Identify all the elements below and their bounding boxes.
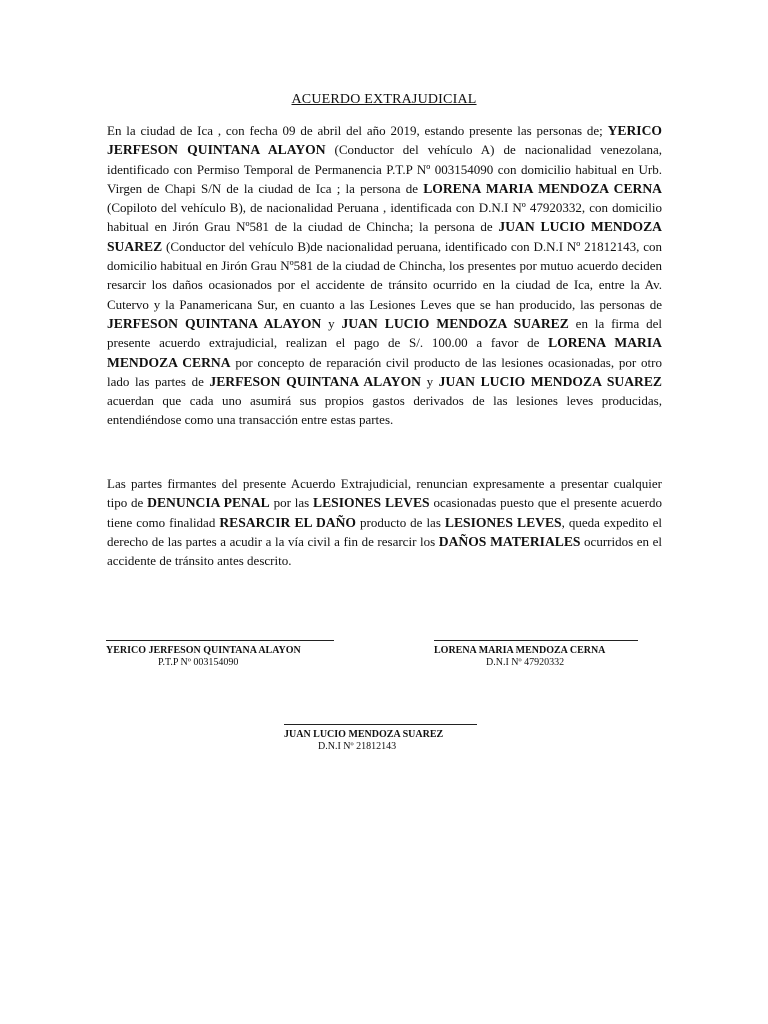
bold-emphasis: JUAN LUCIO MENDOZA SUAREZ bbox=[107, 219, 662, 254]
text-run: y bbox=[421, 373, 439, 389]
agreement-paragraph-1 bbox=[107, 121, 662, 430]
bold-emphasis: LESIONES LEVES bbox=[313, 495, 430, 511]
text-run: en la firma del presente acuerdo extrajudicial, realizan el pago de S/. 100.00 a favor de bbox=[107, 315, 663, 351]
bold-emphasis: LESIONES LEVES bbox=[444, 514, 562, 530]
bold-emphasis: LORENA MARIA MENDOZA CERNA bbox=[107, 335, 662, 370]
bold-emphasis: LORENA MARIA MENDOZA CERNA bbox=[423, 180, 662, 196]
signer-name: JUAN LUCIO MENDOZA SUAREZ bbox=[284, 729, 444, 740]
signer-id: P.T.P Nº 003154090 bbox=[158, 657, 239, 668]
text-run: (Copiloto del vehículo B), de nacionalidad Peruana , identificada con D.N.I Nº 47920332, con domicilio habitual en Jirón Grau Nº581 de la ciudad de Chincha; la persona de bbox=[107, 200, 662, 235]
text-run: producto de las bbox=[356, 514, 445, 530]
text-run: (Conductor del vehículo B)de nacionalidad peruana, identificado con D.N.I Nº 21812143, con domicilio habitual en Jirón Grau Nº581 de la ciudad de Chincha, los presentes por mutuo acuerdo deciden resarcir los daños ocasionados por el accidente de tránsito ocurrido en la ciudad de Ica, entre la Av. Cutervo y la Panamericana Sur, en cuanto a las Lesiones Leves que se han producido, las personas de bbox=[107, 238, 662, 312]
signer-name: LORENA MARIA MENDOZA CERNA bbox=[434, 645, 606, 656]
bold-emphasis: JERFESON QUINTANA ALAYON bbox=[107, 315, 322, 331]
signature-block-yerico bbox=[106, 640, 334, 668]
signature-block-lorena bbox=[434, 640, 638, 668]
signature-line bbox=[284, 724, 477, 725]
text-run: por las bbox=[269, 495, 314, 511]
text-run: acuerdan que cada uno asumirá sus propios gastos derivados de las lesiones leves producidas, entendiéndose como una transacción entre estas partes. bbox=[107, 393, 662, 428]
signature-block-juan bbox=[284, 724, 477, 752]
signature-line bbox=[106, 640, 334, 641]
document-title: ACUERDO EXTRAJUDICIAL bbox=[291, 92, 477, 107]
bold-emphasis: DAÑOS MATERIALES bbox=[438, 533, 581, 549]
bold-emphasis: JERFESON QUINTANA ALAYON bbox=[209, 373, 422, 389]
text-run: ocurridos en el accidente de tránsito antes descrito. bbox=[107, 533, 662, 569]
text-run: (Conductor del vehículo A) de nacionalidad venezolana, identificado con Permiso Temporal de Permanencia P.T.P Nº 003154090 con domicilio habitual en Urb. Virgen de Chapi S/N de la ciudad de Ica ; la persona de bbox=[107, 142, 662, 196]
text-run: En la ciudad de Ica , con fecha 09 de abril del año 2019, estando presente las personas de; bbox=[107, 123, 608, 138]
text-run: , queda expedito el derecho de las partes a acudir a la vía civil a fin de resarcir los bbox=[107, 514, 662, 549]
signature-line bbox=[434, 640, 638, 641]
signer-name: YERICO JERFESON QUINTANA ALAYON bbox=[106, 645, 301, 656]
signer-id: D.N.I Nº 21812143 bbox=[318, 741, 397, 752]
agreement-paragraph-2 bbox=[107, 474, 662, 570]
text-run: y bbox=[321, 315, 342, 331]
bold-emphasis: JUAN LUCIO MENDOZA SUAREZ bbox=[438, 373, 662, 389]
signer-id: D.N.I Nº 47920332 bbox=[486, 657, 565, 668]
bold-emphasis: YERICO JERFESON QUINTANA ALAYON bbox=[107, 123, 662, 158]
bold-emphasis: RESARCIR EL DAÑO bbox=[219, 514, 356, 530]
text-run: ocasionadas puesto que el presente acuerdo tiene como finalidad bbox=[107, 495, 663, 530]
text-run: Las partes firmantes del presente Acuerdo Extrajudicial, renuncian expresamente a presentar cualquier tipo de bbox=[107, 476, 662, 511]
bold-emphasis: JUAN LUCIO MENDOZA SUAREZ bbox=[341, 315, 569, 331]
bold-emphasis: DENUNCIA PENAL bbox=[147, 495, 270, 511]
text-run: por concepto de reparación civil producto de las lesiones ocasionadas, por otro lado las partes de bbox=[107, 354, 662, 389]
